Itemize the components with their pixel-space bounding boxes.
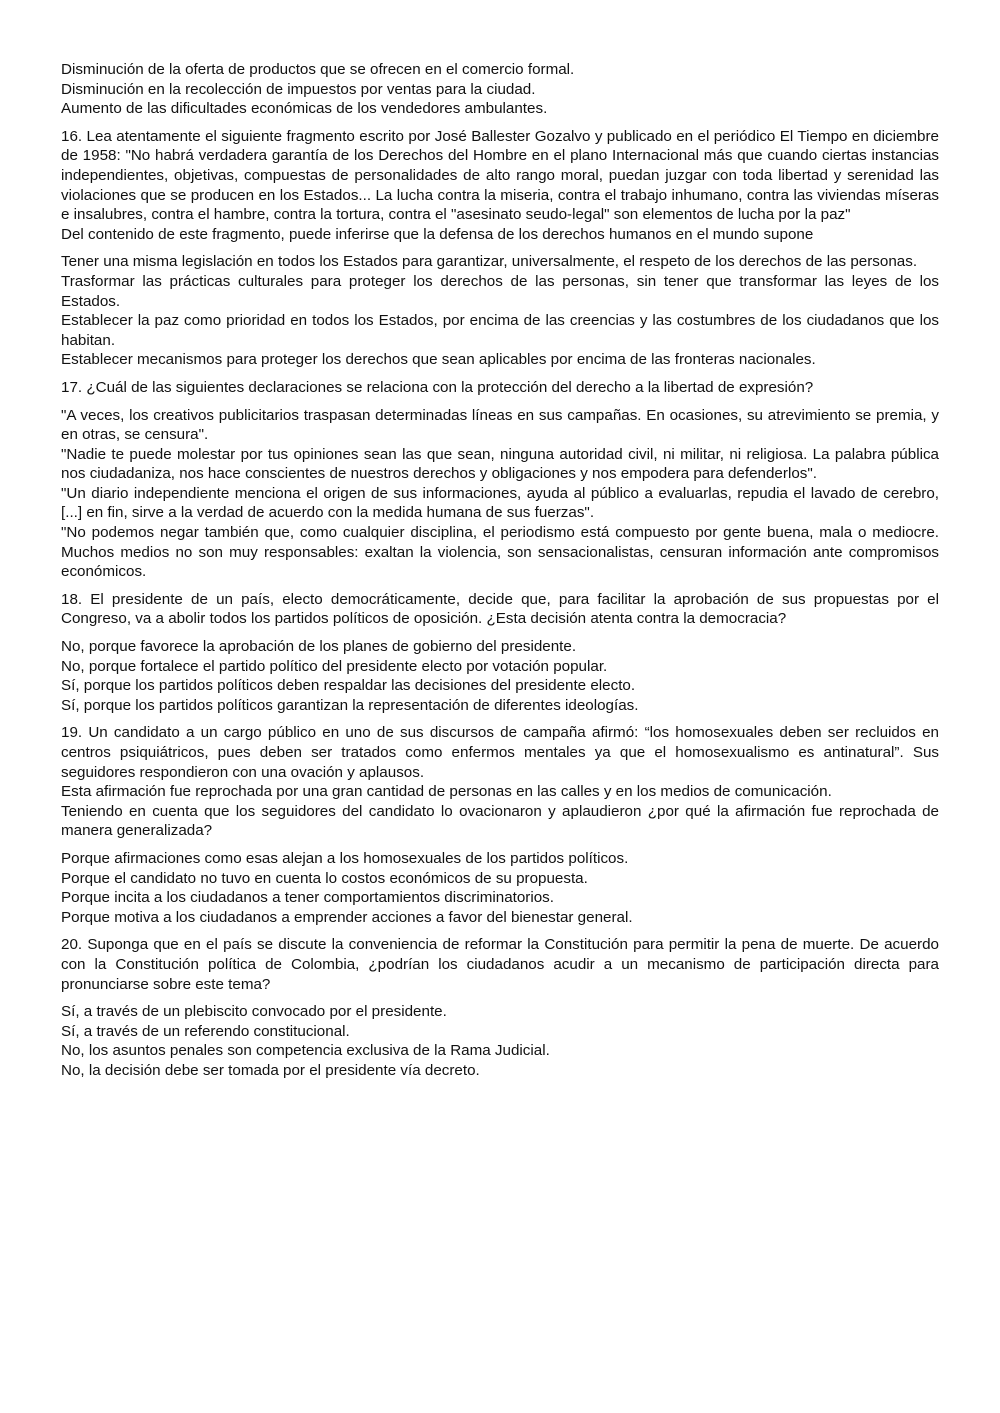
answer-option[interactable]: No, los asuntos penales son competencia exclusiva de la Rama Judicial. [61, 1042, 550, 1060]
answer-option[interactable]: "Un diario independiente menciona el origen de sus informaciones, ayuda al público a evaluarlas, repudia el lavado de cerebro, [...] en fin, sirve a la verdad de acuerdo con la medida humana de sus fuerzas". [61, 484, 939, 522]
question-prompt: Del contenido de este fragmento, puede inferirse que la defensa de los derechos humanos en el mundo supone [61, 225, 814, 243]
question-prompt: Teniendo en cuenta que los seguidores del candidato lo ovacionaron y aplaudieron ¿por qué la afirmación fue reprochada de manera generalizada? [61, 802, 939, 840]
question-18-options [61, 637, 939, 715]
answer-option[interactable]: Sí, a través de un referendo constitucional. [61, 1022, 350, 1040]
answer-option[interactable]: Porque incita a los ciudadanos a tener comportamientos discriminatorios. [61, 889, 555, 907]
answer-option[interactable]: "Nadie te puede molestar por tus opiniones sean las que sean, ninguna autoridad civil, ni militar, ni religiosa. La palabra pública nos ciudadaniza, nos hace conscientes de nuestros derechos y obligaciones y nos empodera para defenderlos". [61, 445, 939, 483]
answer-option[interactable]: No, la decisión debe ser tomada por el presidente vía decreto. [61, 1061, 480, 1079]
question-17-stem [61, 378, 939, 398]
question-text: 16. Lea atentamente el siguiente fragmento escrito por José Ballester Gozalvo y publicado en el periódico El Tiempo en diciembre de 1958: "No habrá verdadera garantía de los Derechos del Hombre en el plano Internacional más que cuando ciertas instancias independientes, objetivas, compuestas de personalidades de alto rango moral, puedan juzgar con toda libertad y serenidad las violaciones que se producen en los Estados... La lucha contra la miseria, contra el trabajo inhumano, contra las viviendas míseras e insalubres, contra el hambre, contra la tortura, contra el "asesinato seudo-legal" son elementos de lucha por la paz" [61, 127, 939, 224]
question-19-options [61, 849, 939, 927]
answer-option[interactable]: Sí, porque los partidos políticos deben respaldar las decisiones del presidente electo. [61, 677, 636, 695]
question-text: Esta afirmación fue reprochada por una gran cantidad de personas en las calles y en los medios de comunicación. [61, 783, 832, 801]
question-text: 17. ¿Cuál de las siguientes declaraciones se relaciona con la protección del derecho a la libertad de expresión? [61, 378, 814, 396]
answer-option[interactable]: Sí, porque los partidos políticos garantizan la representación de diferentes ideologías. [61, 696, 639, 714]
answer-option[interactable]: Porque motiva a los ciudadanos a emprender acciones a favor del bienestar general. [61, 908, 633, 926]
answer-option[interactable]: No, porque fortalece el partido político del presidente electo por votación popular. [61, 657, 608, 675]
answer-option[interactable]: Disminución de la oferta de productos que se ofrecen en el comercio formal. [61, 61, 575, 78]
question-text: 19. Un candidato a un cargo público en uno de sus discursos de campaña afirmó: “los homosexuales deben ser recluidos en centros psiquiátricos, pues deben ser tratados como enfermos mentales ya que el homosexualismo es antinatural”. Sus seguidores respondieron con una ovación y aplausos. [61, 724, 939, 781]
previous-question-options [61, 60, 939, 119]
question-text: 18. El presidente de un país, electo democráticamente, decide que, para facilitar la aprobación de sus propuestas por el Congreso, va a abolir todos los partidos políticos de oposición. ¿Esta decisión atenta contra la democracia? [61, 590, 939, 628]
question-20-options [61, 1002, 939, 1080]
question-16-stem [61, 127, 939, 245]
worksheet-page [61, 60, 939, 1089]
answer-option[interactable]: Disminución en la recolección de impuestos por ventas para la ciudad. [61, 80, 536, 98]
answer-option[interactable]: Tener una misma legislación en todos los Estados para garantizar, universalmente, el respeto de los derechos de las personas. [61, 253, 918, 271]
answer-option[interactable]: No, porque favorece la aprobación de los planes de gobierno del presidente. [61, 638, 577, 656]
answer-option[interactable]: Establecer mecanismos para proteger los derechos que sean aplicables por encima de las fronteras nacionales. [61, 351, 816, 369]
question-text: 20. Suponga que en el país se discute la conveniencia de reformar la Constitución para permitir la pena de muerte. De acuerdo con la Constitución política de Colombia, ¿podrían los ciudadanos acudir a un mecanismo de participación directa para pronunciarse sobre este tema? [61, 936, 939, 993]
answer-option[interactable]: Trasformar las prácticas culturales para proteger los derechos de las personas, sin tener que transformar las leyes de los Estados. [61, 272, 939, 310]
question-17-options [61, 406, 939, 582]
question-20-stem [61, 935, 939, 994]
answer-option[interactable]: "No podemos negar también que, como cualquier disciplina, el periodismo está compuesto por gente buena, mala o mediocre. Muchos medios no son muy responsables: exaltan la violencia, son sensacionalistas, censuran información ante compromisos económicos. [61, 524, 939, 581]
answer-option[interactable]: "A veces, los creativos publicitarios traspasan determinadas líneas en sus campañas. En ocasiones, su atrevimiento se premia, y en otras, se censura". [61, 406, 939, 444]
answer-option[interactable]: Porque afirmaciones como esas alejan a los homosexuales de los partidos políticos. [61, 849, 629, 867]
question-19-stem [61, 723, 939, 841]
answer-option[interactable]: Sí, a través de un plebiscito convocado por el presidente. [61, 1003, 447, 1021]
question-16-options [61, 252, 939, 370]
answer-option[interactable]: Porque el candidato no tuvo en cuenta lo costos económicos de su propuesta. [61, 869, 588, 887]
answer-option[interactable]: Establecer la paz como prioridad en todos los Estados, por encima de las creencias y las costumbres de los ciudadanos que los habitan. [61, 312, 939, 349]
answer-option[interactable]: Aumento de las dificultades económicas de los vendedores ambulantes. [61, 100, 548, 118]
question-18-stem [61, 590, 939, 629]
